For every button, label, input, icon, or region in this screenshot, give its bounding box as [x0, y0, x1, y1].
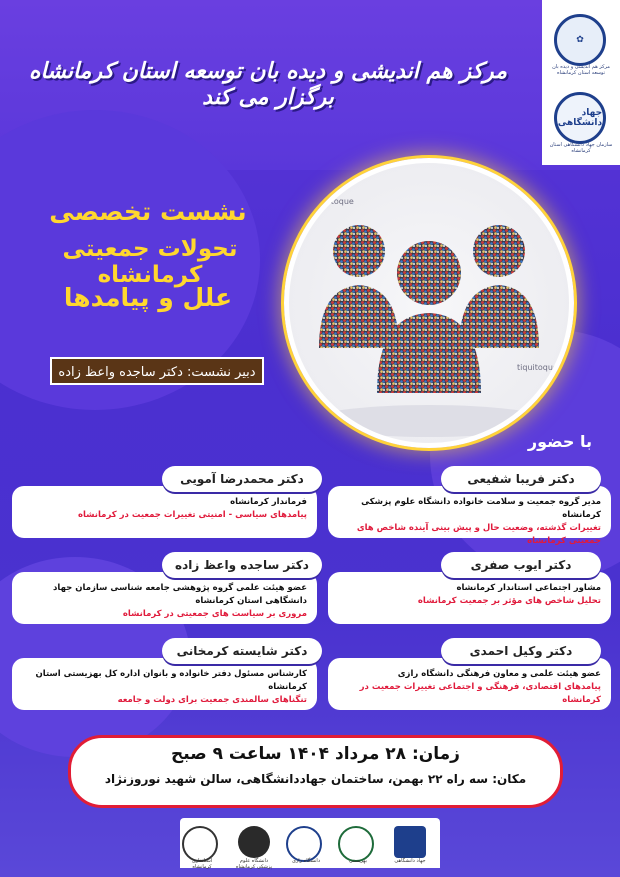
sponsor-name: بهزیستی [349, 858, 367, 864]
speaker-card [12, 466, 317, 544]
organizer-headline: مرکز هم اندیشی و دیده بان توسعه استان کرمانشاه برگزار می کند [29, 58, 507, 110]
speaker-role: عضو هیئت علمی و معاون فرهنگی دانشگاه رازی [397, 669, 601, 679]
sponsor-name: استانداری کرمانشاه [191, 858, 213, 870]
speaker-role: عضو هیئت علمی گروه پژوهشی جامعه شناسی سازمان جهاد دانشگاهی استان کرمانشاه [53, 583, 307, 606]
title-line-2: تحولات جمعیتی کرمانشاه [62, 236, 238, 288]
photo-tag: tiquitoque [517, 363, 558, 372]
sponsor-name: دانشگاه علوم پزشکی کرمانشاه [235, 858, 273, 870]
speaker-name: دکتر وکیل احمدی [441, 638, 601, 664]
crowd-photo [284, 158, 574, 448]
speaker-topic: تغییرات گذشته، وضعیت حال و پیش بینی آینده شاخص های جمعیتی کرمانشاه [356, 523, 601, 546]
speaker-topic: پیامدهای اقتصادی، فرهنگی و اجتماعی تغییرات جمعیت در کرمانشاه [359, 682, 601, 705]
sponsor-logos [180, 818, 440, 868]
speaker-details [12, 572, 317, 624]
title-line-1: نشست تخصصی [49, 197, 247, 226]
jahad-logo-icon [394, 826, 426, 858]
sponsor-name: دانشگاه رازی [291, 858, 321, 864]
speaker-name: دکتر فریبا شفیعی [441, 466, 601, 492]
event-info-box [68, 735, 563, 808]
governorate-emblem-icon [182, 826, 218, 862]
speaker-role: کارشناس مسئول دفتر خانواده و بانوان اداره کل بهزیستی استان کرمانشاه [35, 669, 307, 692]
speaker-name: دکتر ایوب صفری [441, 552, 601, 578]
speaker-details [328, 486, 611, 546]
razi-university-logo-icon [286, 826, 322, 862]
logo2-caption: سازمان جهاد دانشگاهی استان کرمانشاه [549, 142, 613, 154]
speaker-card [328, 466, 611, 544]
event-place: مکان: سه راه ۲۲ بهمن، ساختمان جهاددانشگاهی، سالن شهید نوروزنژاد [104, 772, 527, 786]
title-line-3: علل و پیامدها [63, 283, 233, 312]
speaker-details [328, 658, 611, 710]
jahad-logo-text: جهاد دانشگاهی [557, 108, 603, 128]
logo1-caption: مرکز هم اندیشی و دیده بان توسعه استان کرمانشاه [552, 64, 610, 76]
speaker-card [328, 638, 611, 716]
speaker-name: دکتر شایسته کرمخانی [162, 638, 322, 664]
think-tank-logo-icon: ✿ [554, 14, 606, 66]
welfare-logo-icon [338, 826, 374, 862]
presence-label: با حضور [527, 432, 592, 451]
speaker-role: مشاور اجتماعی استاندار کرمانشاه [456, 583, 601, 593]
sponsor-name: جهاد دانشگاهی [394, 858, 426, 864]
jahad-logo-icon [554, 92, 606, 144]
speaker-topic: مروری بر سیاست های جمعیتی در کرمانشاه [122, 609, 307, 619]
speaker-details [12, 658, 317, 710]
speaker-details [328, 572, 611, 624]
organizer-logos [542, 0, 620, 165]
session-secretary: دبیر نشست: دکتر ساجده واعظ زاده [50, 357, 264, 385]
speaker-name: دکتر محمدرضا آمویی [162, 466, 322, 492]
photo-tag: tiquitoque [313, 197, 354, 206]
event-time: زمان: ۲۸ مرداد ۱۴۰۴ ساعت ۹ صبح [171, 744, 460, 764]
speaker-name: دکتر ساجده واعظ زاده [162, 552, 322, 578]
speaker-topic: تنگناهای سالمندی جمعیت برای دولت و جامعه [117, 695, 307, 705]
speaker-topic: پیامدهای سیاسی - امنیتی تغییرات جمعیت در کرمانشاه [77, 510, 307, 520]
speaker-card [12, 638, 317, 716]
medical-university-logo-icon [238, 826, 270, 858]
speaker-role: فرماندار کرمانشاه [230, 497, 307, 507]
speaker-details [12, 486, 317, 538]
speaker-card [12, 552, 317, 630]
speaker-role: مدیر گروه جمعیت و سلامت خانواده دانشگاه علوم پزشکی کرمانشاه [361, 497, 601, 520]
speaker-card [328, 552, 611, 630]
speaker-topic: تحلیل شاخص های مؤثر بر جمعیت کرمانشاه [417, 596, 601, 606]
